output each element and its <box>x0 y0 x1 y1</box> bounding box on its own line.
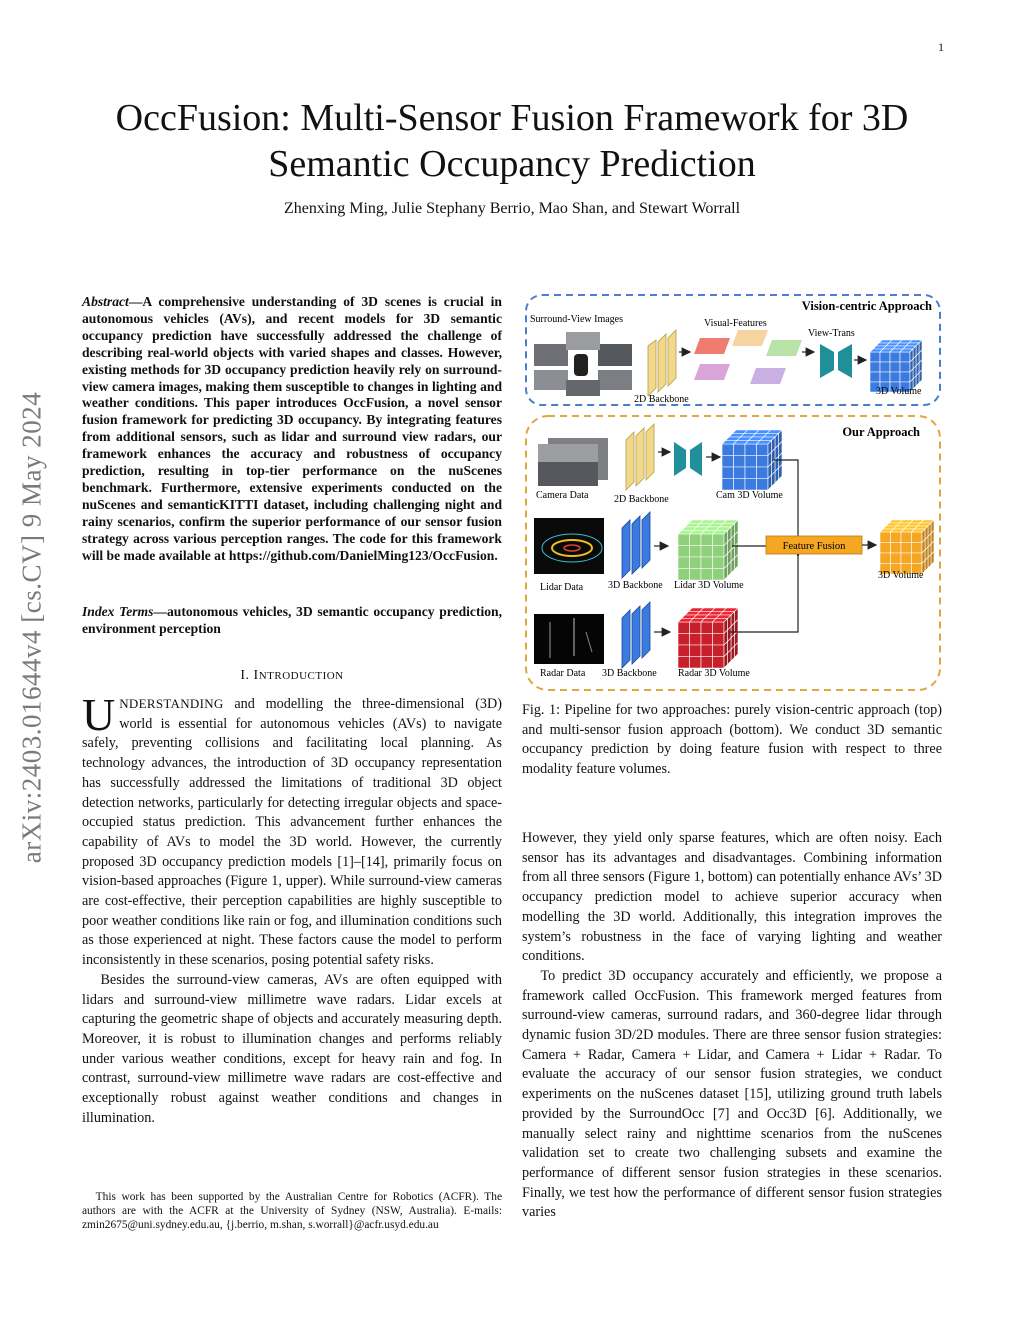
paper-title <box>80 95 944 187</box>
abstract-text: —A comprehensive understanding of 3D scenes is crucial in autonomous vehicles (AVs), and recent models for 3D semantic occupancy prediction have successfully addressed the challenge of describing real-world objects with varied shapes and classes. However, existing methods for 3D occupancy prediction heavily rely on surround-view camera images, making them susceptible to changes in lighting and weather conditions. This paper introduces OccFusion, a novel sensor fusion framework for predicting 3D occupancy. By integrating features from additional sensors, such as lidar and surround view radars, our framework enhances the accuracy and robustness of occupancy prediction, resulting in top-tier performance on the nuScenes benchmark. Furthermore, extensive experiments conducted on the nuScenes and semanticKITTI dataset, including challenging night and rainy scenarios, confirm the superior performance of our sensor fusion strategy across various perception ranges. The code for this framework will be made available at https://github.com/DanielMing123/OccFusion. <box>82 294 502 563</box>
visual-features-label: Visual-Features <box>704 318 767 329</box>
intro-paragraph-1 <box>82 689 502 971</box>
figure-caption: Fig. 1: Pipeline for two approaches: purely vision-centric approach (top) and multi-sensor fusion approach (bottom). We conduct 3D semantic occupancy prediction by doing feature fusion with respect to three modality feature volumes. <box>522 702 942 778</box>
intro-paragraph-2: Besides the surround-view cameras, AVs are often equipped with lidars and surround-view millimetre wave radars. Lidar excels at capturing the geometric shape of objects and accurately measuring depth. Moreover, it is robust to illumination changes and performs reliably under various weather conditions, except for heavy rain and fog. In contrast, surround-view millimetre wave radars are cost-effective and exceptionally robust against weather conditions and changes in illumination. <box>82 971 502 1126</box>
feature-fusion-label: Feature Fusion <box>782 541 846 552</box>
camera-data-image <box>538 438 608 486</box>
visual-features <box>694 330 802 384</box>
section-title-rest: NTRODUCTION <box>258 670 344 682</box>
our-approach-title: Our Approach <box>842 425 920 439</box>
car-icon <box>574 354 588 376</box>
section-number: I. <box>240 668 250 683</box>
drop-cap: U <box>82 689 116 740</box>
camera-data-label: Camera Data <box>536 490 589 501</box>
footnote-text: This work has been supported by the Australian Centre for Robotics (ACFR). The authors are with the ACFR at the University of Sydney (NSW, Australia). E-mails: zmin2675@uni.sydney.edu.au, {j.berrio, m.shan, s.worrall}@acfr.usyd.edu.au <box>82 1191 502 1232</box>
vision-centric-title: Vision-centric Approach <box>801 299 932 313</box>
radar-volume-label: Radar 3D Volume <box>678 668 750 679</box>
backbone-2d-camera-label: 2D Backbone <box>614 494 669 505</box>
radar-data-label: Radar Data <box>540 668 586 679</box>
volume-top-label: 3D Volume <box>876 386 922 397</box>
footnote <box>82 1190 502 1233</box>
lidar-data-image <box>534 518 604 574</box>
section-heading-introduction <box>82 668 502 684</box>
intro-p1-text: and modelling the three-dimensional (3D) world is essential for autonomous vehicles (AVs) to navigate safely, preventing collisions and facilitating local planning. As technology advances, the introduction of 3D occupancy representation has successfully addressed the limitations of traditional 3D object detection networks, particularly for detecting irregular objects and space-occupied status prediction. This advancement further enhances the capability of AVs to model the 3D world. However, the currently proposed 3D occupancy prediction models [1]–[14], primarily focus on vision-based approaches (Figure 1, upper). While surround-view cameras are cost-effective, their perception capabilities are highly susceptible to poor weather conditions like rain or fog, and illumination conditions such as those experienced at night. These factors cause the model to perform inconsistently in these scenarios, posing potential safety risks. <box>82 696 502 969</box>
intro-smallcaps: NDERSTANDING <box>119 696 224 711</box>
volume-cube-top <box>870 340 922 392</box>
backbone-2d-top-label: 2D Backbone <box>634 394 689 405</box>
backbone-3d-radar-label: 3D Backbone <box>602 668 657 679</box>
page-number: 1 <box>938 40 944 54</box>
view-trans-block <box>820 344 852 378</box>
intro-paragraph-3: However, they yield only sparse features, which are often noisy. Each sensor has its advantages and disadvantages. Combining information from all three sensors (Figure 1, bottom) can potentially enhance AVs’ 3D occupancy prediction model to achieve superior accuracy when modelling the 3D world. Additionally, this integration improves the system’s robustness in the face of varying lighting and weather conditions. <box>522 830 942 965</box>
right-column-body <box>522 829 942 1223</box>
lidar-data-label: Lidar Data <box>540 582 584 593</box>
arxiv-identifier: arXiv:2403.01644v4 [cs.CV] 9 May 2024 <box>16 391 47 864</box>
title-line-1: OccFusion: Multi-Sensor Fusion Framework for 3D <box>115 97 909 139</box>
radar-data-image <box>534 614 604 664</box>
cam-volume-label: Cam 3D Volume <box>716 490 783 501</box>
abstract <box>82 294 502 565</box>
backbone-3d-lidar-label: 3D Backbone <box>608 580 663 591</box>
intro-paragraph-4: To predict 3D occupancy accurately and efficiently, we propose a framework called OccFusion. This framework merged features from surround-view cameras, surround radars, and 360-degree lidar through dynamic fusion 3D/2D modules. There are three sensor fusion strategies: Camera + Radar, Camera + Lidar, and Camera + Lidar + Radar. To evaluate the accuracy of our sensor fusion strategies, we conduct experiments on the nuScenes dataset [15], utilizing ground truth labels provided by the SurroundOcc [7] and Occ3D [6]. Additionally, we manually select rainy and nighttime scenarios from the nuScenes validation set to create two challenging subsets and examine the performance of different sensor fusion strategies in these scenarios. Finally, we test how the performance of different sensor fusion strategies varies <box>522 967 942 1221</box>
index-terms-text: —autonomous vehicles, 3D semantic occupancy prediction, environment perception <box>82 604 503 636</box>
author-list: Zhenxing Ming, Julie Stephany Berrio, Mao Shan, and Stewart Worrall <box>283 200 741 217</box>
index-terms-lead: Index Terms <box>82 604 154 619</box>
output-volume-label: 3D Volume <box>878 570 924 581</box>
backbone-2d-top <box>648 330 676 396</box>
left-column-body <box>82 689 502 1128</box>
surround-view-label: Surround-View Images <box>530 314 623 325</box>
radar-volume-cube <box>678 608 738 668</box>
surround-view-images <box>534 332 632 396</box>
output-volume-cube <box>880 520 934 574</box>
backbone-3d-radar <box>622 602 650 668</box>
backbone-2d-camera <box>626 424 654 490</box>
camera-view-trans <box>674 442 702 476</box>
title-line-2: Semantic Occupancy Prediction <box>268 143 756 185</box>
pipeline-diagram <box>522 292 946 694</box>
view-trans-label: View-Trans <box>808 328 855 339</box>
backbone-3d-lidar <box>622 512 650 578</box>
lidar-volume-cube <box>678 520 738 580</box>
figure-1-pipeline <box>522 292 946 694</box>
abstract-lead: Abstract <box>82 294 129 309</box>
lidar-volume-label: Lidar 3D Volume <box>674 580 744 591</box>
section-title-first: I <box>253 668 259 683</box>
index-terms <box>82 604 502 638</box>
cam-volume-cube <box>722 430 782 490</box>
